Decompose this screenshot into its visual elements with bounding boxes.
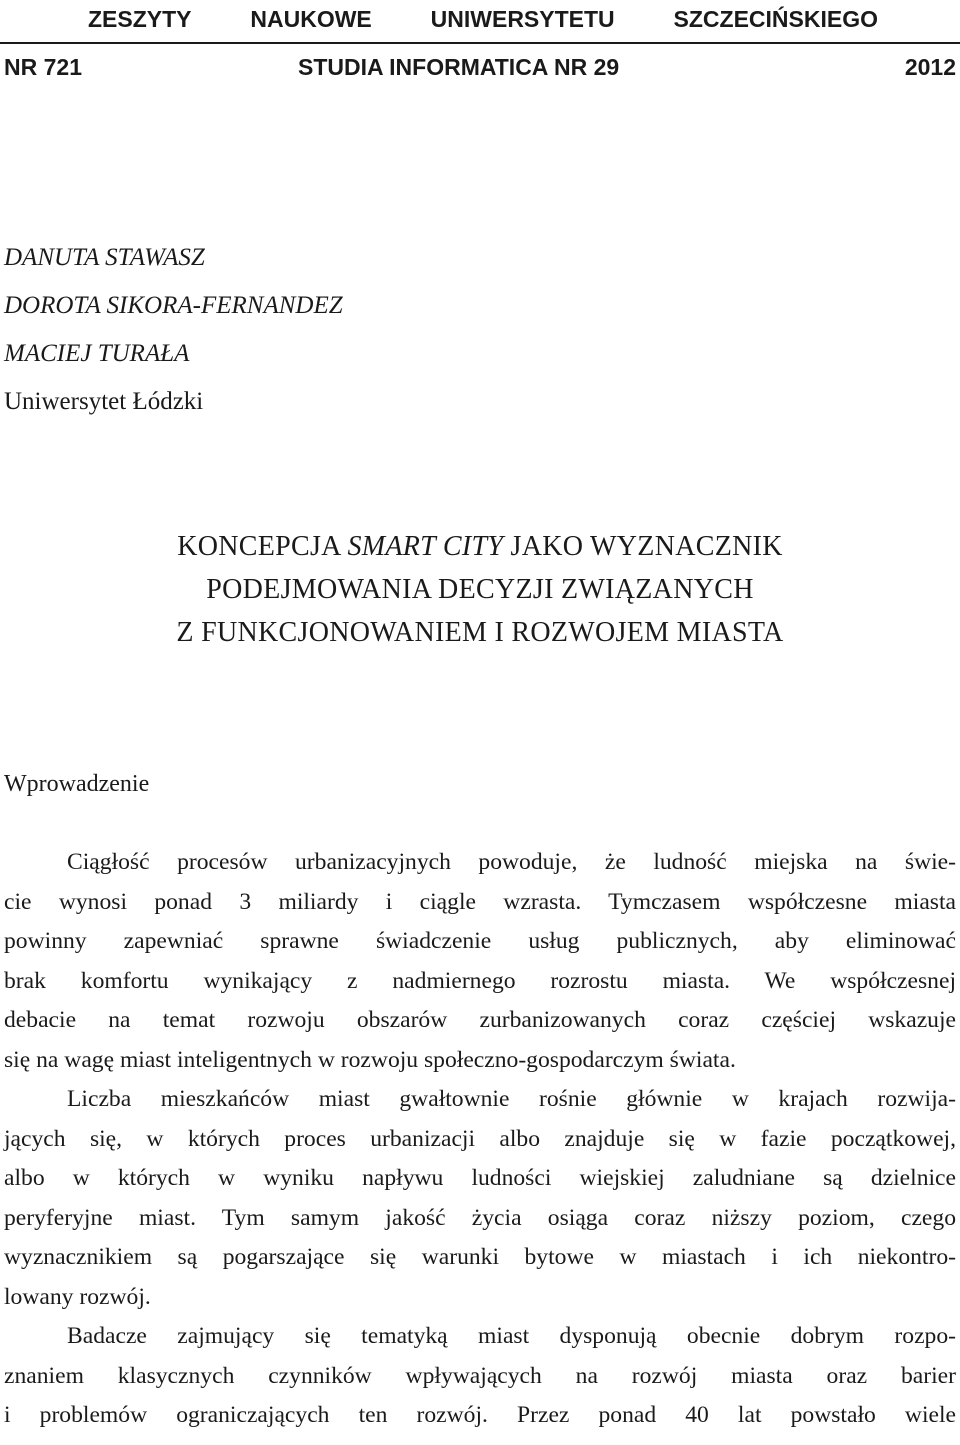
- section-heading: Wprowadzenie: [4, 771, 150, 797]
- paragraph-line: znaniem klasycznych czynników wpływających na rozwój miasta oraz barier: [4, 1362, 956, 1389]
- title-text: JAKO WYZNACZNIK: [503, 531, 783, 562]
- author-name: DANUTA STAWASZ: [4, 244, 205, 271]
- header-rule: [0, 42, 960, 44]
- author-block: [4, 234, 343, 426]
- issue-year: 2012: [904, 54, 956, 80]
- paragraph-line: lowany rozwój.: [4, 1283, 151, 1310]
- paragraph-line: cie wynosi ponad 3 miliardy i ciągle wzrasta. Tymczasem współczesne miasta: [4, 888, 956, 915]
- paragraph-line: wyznacznikiem są pogarszające się warunki bytowe w miastach i ich niekontro-: [4, 1244, 956, 1270]
- title-line: PODEJMOWANIA DECYZJI ZWIĄZANYCH: [206, 574, 754, 605]
- series-name: STUDIA INFORMATICA NR 29: [298, 54, 620, 80]
- paragraph-line: Badacze zajmujący się tematyką miast dysponują obecnie dobrym rozpo-: [67, 1323, 956, 1349]
- title-line: Z FUNKCJONOWANIEM I ROZWOJEM MIASTA: [176, 617, 784, 648]
- author-name: MACIEJ TURAŁA: [4, 340, 190, 367]
- paragraph-line: Liczba mieszkańców miast gwałtownie rośnie głównie w krajach rozwija-: [67, 1086, 956, 1112]
- paragraph-line: powinny zapewniać sprawne świadczenie usług publicznych, aby eliminować: [4, 928, 956, 954]
- paragraph-line: debacie na temat rozwoju obszarów zurbanizowanych coraz częściej wskazuje: [4, 1007, 956, 1033]
- title-emphasis: SMART CITY: [347, 531, 504, 562]
- journal-word: ZESZYTY: [88, 6, 192, 32]
- journal-word: UNIWERSYTETU: [430, 6, 615, 32]
- paragraph-line: się na wagę miast inteligentnych w rozwoju społeczno-gospodarczym świata.: [4, 1046, 736, 1073]
- journal-word: NAUKOWE: [250, 6, 372, 32]
- body-text: [4, 843, 956, 1436]
- affiliation: Uniwersytet Łódzki: [4, 388, 204, 415]
- paragraph-line: peryferyjne miast. Tym samym jakość życia osiąga coraz niższy poziom, czego: [4, 1204, 956, 1231]
- title-line: [0, 525, 960, 568]
- paragraph-line: jących się, w których proces urbanizacji albo znajduje się w fazie początkowej,: [4, 1125, 956, 1152]
- author-name: DOROTA SIKORA-FERNANDEZ: [4, 292, 343, 319]
- journal-word: SZCZECIŃSKIEGO: [673, 6, 878, 32]
- paragraph-line: Ciągłość procesów urbanizacyjnych powoduje, że ludność miejska na świe-: [67, 849, 956, 875]
- paragraph-line: brak komfortu wynikający z nadmiernego rozrostu miasta. We współczesnej: [4, 967, 956, 994]
- journal-title: [88, 4, 878, 34]
- paragraph-line: albo w których w wyniku napływu ludności wiejskiej zaludniane są dzielnice: [4, 1165, 956, 1191]
- paragraph-line: i problemów ograniczających ten rozwój. Przez ponad 40 lat powstało wiele: [4, 1402, 956, 1428]
- title-text: KONCEPCJA: [177, 531, 348, 562]
- article-title: [0, 525, 960, 654]
- issue-number: NR 721: [4, 54, 82, 80]
